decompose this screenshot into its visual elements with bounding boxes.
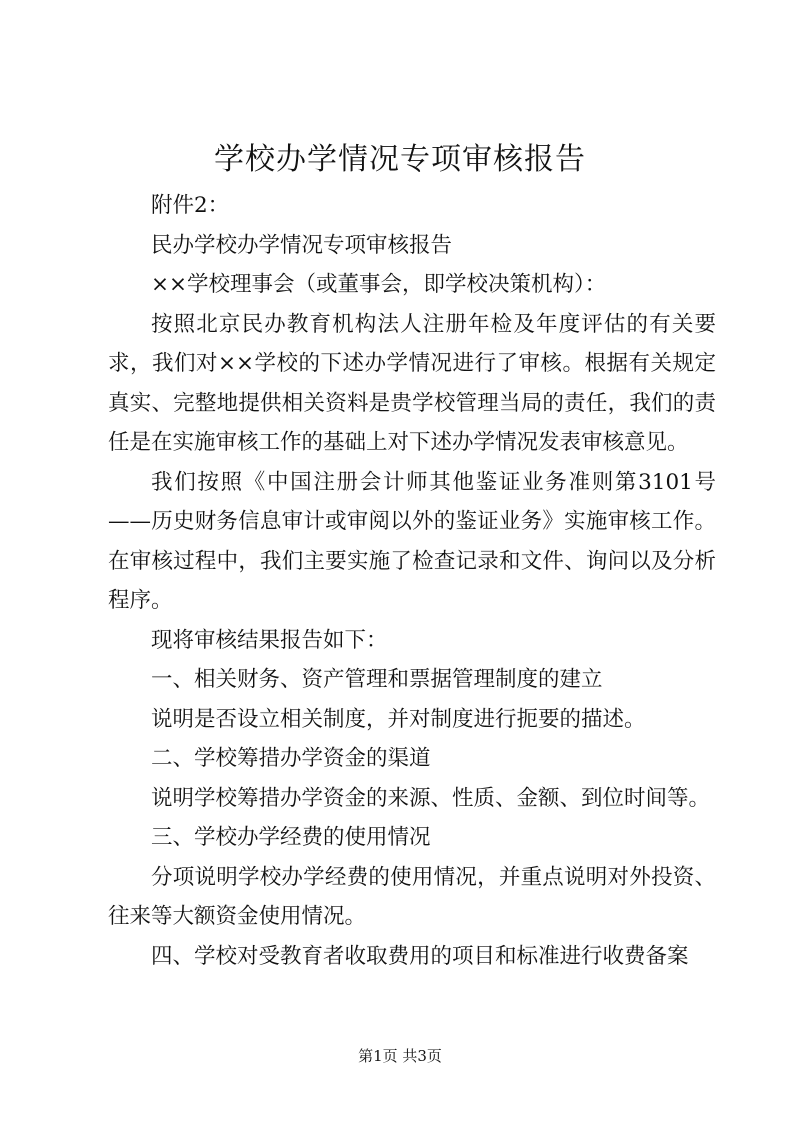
page-number-footer: 第1页 共3页 bbox=[358, 1047, 442, 1065]
body-paragraph: 我们按照《中国注册会计师其他鉴证业务准则第3101号——历史财务信息审计或审阅以外的鉴证业务》实施审核工作。在审核过程中，我们主要实施了检查记录和文件、询问以及分析程序。 bbox=[108, 469, 716, 613]
section-heading: 三、学校办学经费的使用情况 bbox=[151, 825, 431, 850]
attachment-label: 附件2： bbox=[151, 193, 230, 218]
section-heading: 二、学校筹措办学资金的渠道 bbox=[151, 746, 431, 771]
document-body bbox=[108, 186, 716, 976]
body-paragraph: 按照北京民办教育机构法人注册年检及年度评估的有关要求，我们对××学校的下述办学情况进行了审核。根据有关规定真实、完整地提供相关资料是贵学校管理当局的责任，我们的责任是在实施审核工作的基础上对下述办学情况发表审核意见。 bbox=[108, 311, 716, 455]
page-title: 学校办学情况专项审核报告 bbox=[214, 142, 586, 177]
section-heading: 四、学校对受教育者收取费用的项目和标准进行收费备案 bbox=[151, 943, 689, 969]
salutation: ××学校理事会（或董事会，即学校决策机构）： bbox=[151, 272, 607, 297]
body-paragraph: 分项说明学校办学经费的使用情况，并重点说明对外投资、往来等大额资金使用情况。 bbox=[108, 864, 716, 929]
body-paragraph: 说明学校筹措办学资金的来源、性质、金额、到位时间等。 bbox=[151, 785, 711, 811]
report-subtitle: 民办学校办学情况专项审核报告 bbox=[151, 232, 453, 258]
body-paragraph: 现将审核结果报告如下： bbox=[151, 627, 388, 653]
section-heading: 一、相关财务、资产管理和票据管理制度的建立 bbox=[151, 667, 603, 692]
body-paragraph: 说明是否设立相关制度，并对制度进行扼要的描述。 bbox=[151, 706, 646, 732]
